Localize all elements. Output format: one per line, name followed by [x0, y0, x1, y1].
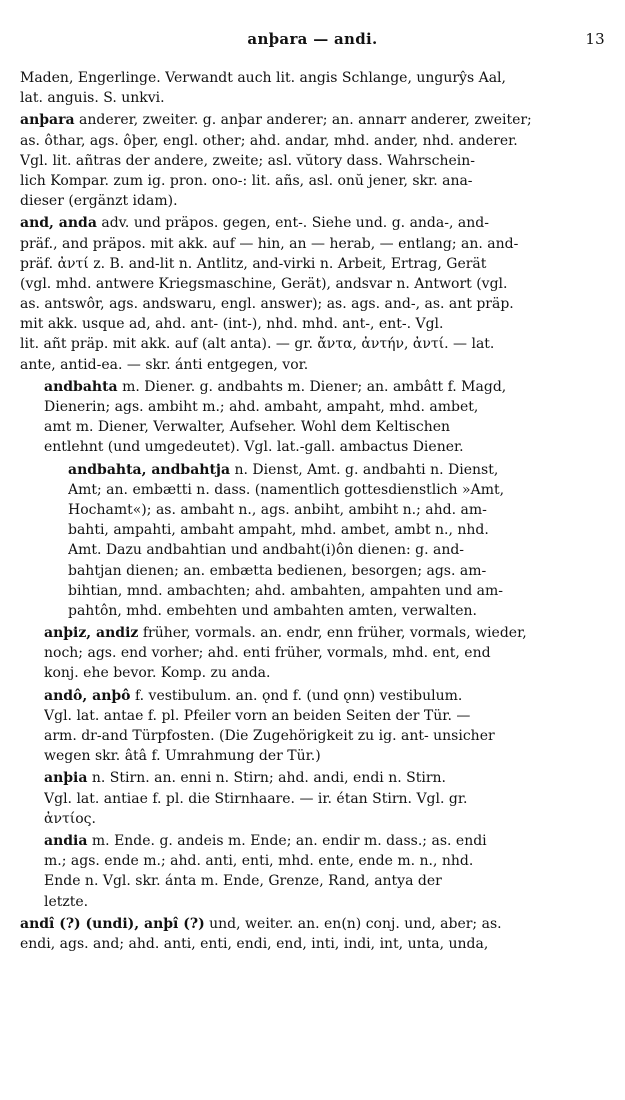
- entry-text: präf. ἀντί z. B. and-lit n. Antlitz, and-virki n. Arbeit, Ertrag, Gerät: [20, 255, 487, 272]
- dictionary-entry: [20, 68, 600, 108]
- entry-line: [68, 520, 600, 540]
- entry-line: [44, 809, 600, 829]
- entry-text: Dienerin; ags. ambiht m.; ahd. ambaht, ampaht, mhd. ambet,: [44, 399, 479, 415]
- dictionary-entry: [20, 686, 600, 767]
- entry-text: as. antswôr, ags. andswaru, engl. answer); as. ags. and-, as. ant präp.: [20, 296, 514, 313]
- page-number: 13: [585, 30, 605, 48]
- entry-text: pahtôn, mhd. embehten und ambahten amten, verwalten.: [68, 602, 477, 619]
- entry-text: entlehnt (und umgedeutet). Vgl. lat.-gall. ambactus Diener.: [44, 439, 464, 456]
- entry-line: [20, 68, 600, 88]
- entry-line: [20, 294, 600, 314]
- dictionary-entry: [20, 110, 600, 211]
- entry-line: [44, 768, 600, 788]
- entry-line: [44, 397, 600, 417]
- entry-headword: anþiz, andiz: [44, 625, 139, 642]
- entry-text: n. Stirn. an. enni n. Stirn; ahd. andi, endi n. Stirn.: [87, 770, 446, 787]
- entry-text: (vgl. mhd. antwere Kriegsmaschine, Gerät), andsvar n. Antwort (vgl.: [20, 275, 508, 292]
- entry-text: endi, ags. and; ahd. anti, enti, endi, end, inti, indi, int, unta, unda,: [20, 935, 489, 952]
- dictionary-entry: [20, 914, 600, 954]
- dictionary-body: [20, 68, 600, 956]
- entry-line: [20, 914, 600, 934]
- entry-line: [20, 314, 600, 334]
- entry-text: präf., and präpos. mit akk. auf — hin, an — herab, — entlang; an. and-: [20, 235, 519, 252]
- entry-line: [20, 191, 600, 211]
- dictionary-entry: [20, 831, 600, 912]
- entry-text: dieser (ergänzt idam).: [20, 193, 178, 210]
- entry-text: letzte.: [44, 893, 89, 910]
- entry-line: [44, 831, 600, 851]
- entry-line: [20, 131, 600, 151]
- entry-text: bahti, ampahti, ambaht ampaht, mhd. ambet, ambt n., nhd.: [68, 522, 489, 539]
- entry-line: [44, 851, 600, 871]
- entry-line: [68, 500, 600, 520]
- entry-text: lich Kompar. zum ig. pron. ono-: lit. añs, asl. onŭ jener, skr. ana-: [20, 172, 473, 189]
- dictionary-entry: [20, 623, 600, 684]
- entry-text: f. vestibulum. an. ǫnd f. (und ǫnn) vestibulum.: [130, 687, 463, 704]
- entry-text: mit akk. usque ad, ahd. ant- (int-), nhd. mhd. ant-, ent-. Vgl.: [20, 316, 444, 333]
- entry-text: Amt; an. embætti n. dass. (namentlich gottesdienstlich »Amt,: [68, 481, 505, 498]
- entry-text: m.; ags. ende m.; ahd. anti, enti, mhd. ente, ende m. n., nhd.: [44, 853, 474, 870]
- entry-text: bahtjan dienen; an. embætta bedienen, besorgen; ags. am-: [68, 562, 487, 579]
- entry-text: wegen skr. âtâ f. Umrahmung der Tür.): [44, 748, 321, 765]
- entry-line: [20, 110, 600, 130]
- entry-headword: anþia: [44, 770, 88, 787]
- entry-text: Hochamt«); as. ambaht n., ags. anbiht, ambiht n.; ahd. am-: [68, 501, 487, 518]
- entry-headword: andbahta, andbahtja: [68, 461, 231, 478]
- entry-headword: and, anda: [20, 215, 97, 232]
- running-title: anþara — andi.: [247, 30, 378, 48]
- entry-text: ἀντίος.: [44, 810, 96, 827]
- entry-line: [44, 377, 600, 397]
- entry-line: [68, 480, 600, 500]
- entry-line: [44, 663, 600, 683]
- dictionary-entry: [20, 377, 600, 458]
- entry-text: m. Ende. g. andeis m. Ende; an. endir m. dass.; as. endi: [87, 832, 487, 849]
- entry-text: noch; ags. end vorher; ahd. enti früher, vormals, mhd. ent, end: [44, 645, 491, 662]
- entry-line: [44, 892, 600, 912]
- entry-line: [20, 334, 600, 354]
- entry-line: [68, 561, 600, 581]
- entry-line: [44, 437, 600, 457]
- entry-text: lit. añt präp. mit akk. auf (alt anta). — gr. ἄντα, ἀντήν, ἀντί. — lat.: [20, 336, 495, 353]
- entry-line: [20, 934, 600, 954]
- entry-line: [20, 213, 600, 233]
- entry-text: amt m. Diener, Verwalter, Aufseher. Wohl dem Keltischen: [44, 419, 451, 436]
- entry-text: arm. dr-and Türpfosten. (Die Zugehörigkeit zu ig. ant- unsicher: [44, 728, 495, 744]
- dictionary-entry: [20, 768, 600, 829]
- entry-line: [20, 355, 600, 375]
- entry-text: n. Dienst, Amt. g. andbahti n. Dienst,: [230, 461, 499, 478]
- entry-line: [20, 254, 600, 274]
- entry-line: [20, 274, 600, 294]
- entry-text: früher, vormals. an. endr, enn früher, vormals, wieder,: [138, 625, 527, 642]
- entry-text: Vgl. lat. antiae f. pl. die Stirnhaare. — ir. étan Stirn. Vgl. gr.: [44, 790, 468, 807]
- entry-line: [68, 460, 600, 480]
- entry-text: Vgl. lit. añtras der andere, zweite; asl. vŭtory dass. Wahrschein-: [20, 152, 475, 169]
- dictionary-entry: [20, 213, 600, 375]
- entry-headword: anþara: [20, 112, 75, 129]
- entry-text: lat. anguis. S. unkvi.: [20, 90, 165, 107]
- entry-headword: andô, anþô: [44, 687, 131, 704]
- entry-text: adv. und präpos. gegen, ent-. Siehe und. g. anda-, and-: [96, 215, 489, 232]
- running-head: [20, 30, 605, 52]
- entry-text: Maden, Engerlinge. Verwandt auch lit. angis Schlange, ungurŷs Aal,: [20, 70, 506, 86]
- entry-text: as. ôthar, ags. ôþer, engl. other; ahd. andar, mhd. ander, nhd. anderer.: [20, 132, 518, 149]
- entry-line: [44, 706, 600, 726]
- entry-line: [44, 417, 600, 437]
- entry-line: [44, 643, 600, 663]
- entry-line: [44, 726, 600, 746]
- entry-line: [20, 151, 600, 171]
- entry-text: und, weiter. an. en(n) conj. und, aber; as.: [204, 915, 502, 932]
- entry-headword: andbahta: [44, 378, 118, 395]
- entry-line: [44, 789, 600, 809]
- entry-line: [20, 88, 600, 108]
- entry-line: [44, 871, 600, 891]
- entry-text: anderer, zweiter. g. anþar anderer; an. annarr anderer, zweiter;: [74, 112, 532, 129]
- entry-text: Vgl. lat. antae f. pl. Pfeiler vorn an beiden Seiten der Tür. —: [44, 707, 471, 724]
- dictionary-entry: [20, 460, 600, 622]
- entry-text: ante, antid-ea. — skr. ánti entgegen, vor.: [20, 356, 309, 373]
- entry-text: bihtian, mnd. ambachten; ahd. ambahten, ampahten und am-: [68, 582, 503, 599]
- entry-text: m. Diener. g. andbahts m. Diener; an. ambâtt f. Magd,: [117, 378, 507, 395]
- entry-headword: andî (?) (undi), anþî (?): [20, 915, 205, 932]
- entry-text: Ende n. Vgl. skr. ánta m. Ende, Grenze, Rand, antya der: [44, 873, 442, 890]
- entry-line: [44, 623, 600, 643]
- entry-line: [68, 601, 600, 621]
- entry-line: [68, 540, 600, 560]
- entry-line: [68, 581, 600, 601]
- entry-text: konj. ehe bevor. Komp. zu anda.: [44, 665, 271, 682]
- entry-line: [20, 234, 600, 254]
- entry-line: [20, 171, 600, 191]
- entry-line: [44, 686, 600, 706]
- entry-headword: andia: [44, 832, 88, 849]
- entry-line: [44, 746, 600, 766]
- entry-text: Amt. Dazu andbahtian und andbaht(i)ôn dienen: g. and-: [68, 542, 465, 559]
